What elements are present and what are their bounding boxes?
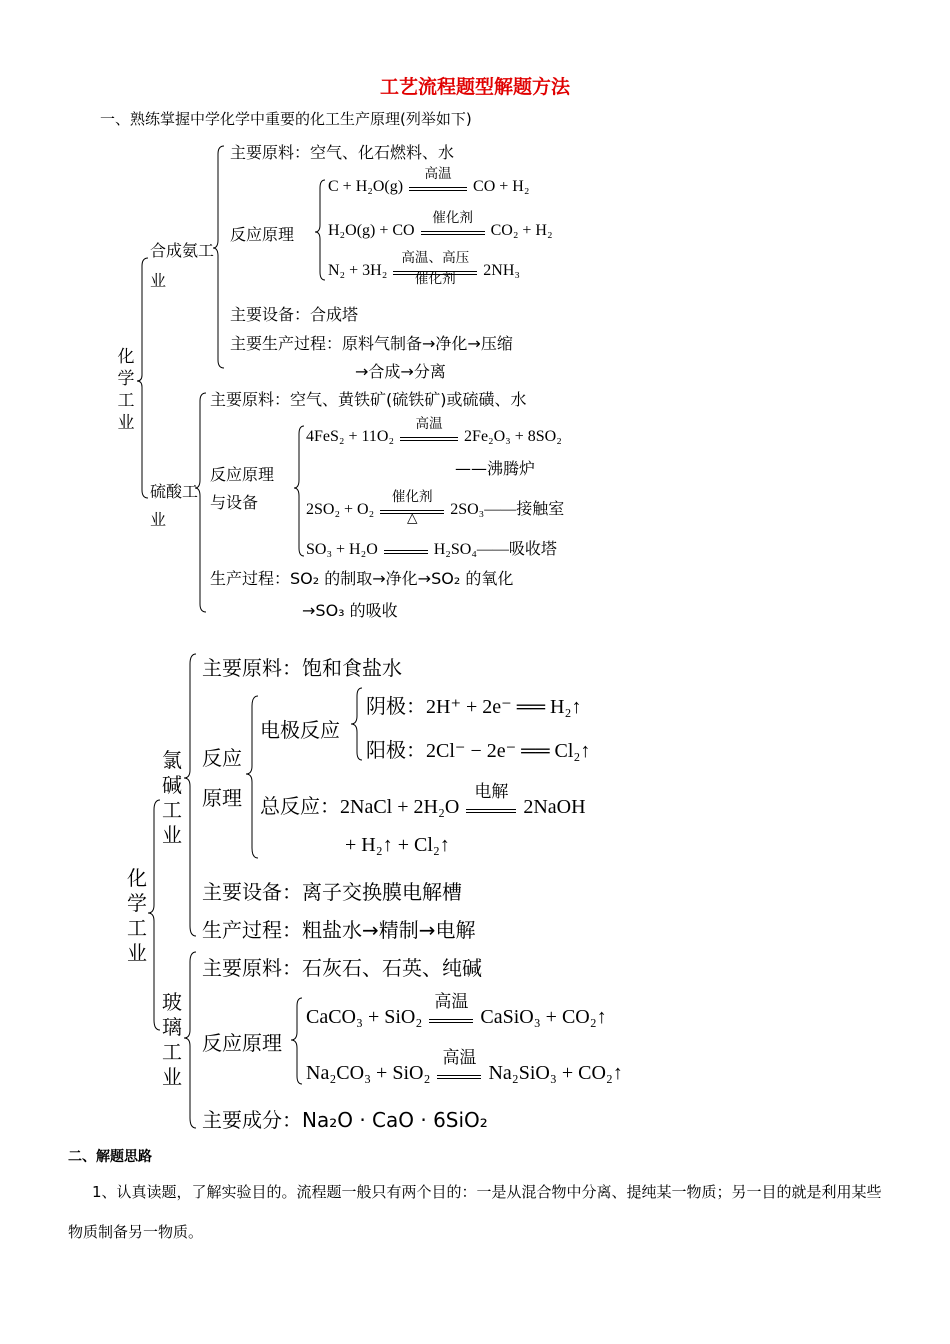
ammonia-principle-label: 反应原理 [230,225,295,244]
glass-composition: 主要成分：Na₂O · CaO · 6SiO₂ [202,1108,488,1132]
ammonia-equation-2 [328,209,553,240]
sulfuric-raw-materials: 主要原料：空气、黄铁矿(硫铁矿)或硫磺、水 [210,390,527,409]
sulfuric-principle-label-1: 反应原理 [210,465,275,484]
page-title: 工艺流程题型解题方法 [379,76,570,98]
eq-left: SO₃ + H₂O [306,541,378,558]
chloralkali-equipment: 主要设备：离子交换膜电解槽 [202,880,462,904]
eq-condition: 高温 [434,992,469,1012]
sulfuric-equation-2 [306,488,565,526]
glass-raw-materials: 主要原料：石灰石、石英、纯碱 [202,956,482,980]
eq-right: 2NH₃ [483,262,520,279]
intro-line: 一、熟练掌握中学化学中重要的化工生产原理(列举如下) [100,110,472,128]
chloralkali-industry-label: 氯碱工业 [162,748,182,847]
chloralkali-principle-label-1: 反应 [202,746,242,770]
eq-right: Na₂SiO₃ + CO₂↑ [488,1062,623,1084]
glass-equation-2 [306,1048,623,1085]
chloralkali-raw-materials: 主要原料：饱和食盐水 [202,656,402,680]
eq-left: 2SO₂ + O₂ [306,501,375,518]
ammonia-process-line1: 主要生产过程：原料气制备→净化→压缩 [230,334,513,353]
chloralkali-principle-label-2: 原理 [202,786,242,810]
ammonia-equation-1 [328,165,530,196]
ammonia-equation-3 [328,249,520,287]
section-heading: 二、解题思路 [68,1149,152,1165]
glass-industry-label: 玻璃工业 [162,990,182,1089]
paragraph-1: 1、认真读题，了解实验目的。流程题一般只有两个目的：一是从混合物中分离、提纯某一物质；另一目的就是利用某些物质制备另一物质。 [68,1183,882,1241]
eq-right: 2SO₃——接触室 [450,501,565,518]
eq-arrow [380,488,444,526]
sulfuric-industry-label: 硫酸工业 [150,482,199,529]
eq-right: 2NaOH [523,796,586,818]
total-reaction-line2: + H₂↑ + Cl₂↑ [345,834,450,856]
sulfuric-equation-3 [306,536,557,559]
eq-left: CaCO₃ + SiO₂ [306,1006,423,1028]
eq-arrow [437,1048,481,1079]
ammonia-process-line2: →合成→分离 [355,362,446,381]
eq-condition: 高温 [415,415,443,432]
sulfuric-principle-label-2: 与设备 [210,493,259,512]
eq-right: CO₂ + H₂ [490,222,553,239]
eq-condition: 高温 [424,165,452,182]
sulfuric-eq1-device: ——沸腾炉 [455,459,536,478]
eq-right: CO + H₂ [473,178,530,195]
eq-left: 2NaCl + 2H₂O [340,796,460,818]
ammonia-industry-label: 合成氨工业 [150,241,215,290]
glass-principle-label: 反应原理 [202,1031,282,1055]
eq-arrow [429,992,473,1023]
eq-arrow [421,209,485,235]
sulfuric-process-line2: →SO₃ 的吸收 [302,601,398,620]
eq-arrow [393,249,477,287]
eq-left: 4FeS₂ + 11O₂ [306,428,395,445]
sulfuric-process-line1: 生产过程：SO₂ 的制取→净化→SO₂ 的氧化 [210,569,514,588]
eq-condition-below: 催化剂 [414,271,456,287]
eq-left: H₂O(g) + CO [328,222,415,239]
chloralkali-process: 生产过程：粗盐水→精制→电解 [202,918,476,942]
eq-condition: 电解 [474,782,509,802]
eq-left: N₂ + 3H₂ [328,262,388,279]
sulfuric-equation-1 [306,415,562,446]
eq-arrow [384,541,428,554]
ammonia-equipment: 主要设备：合成塔 [230,305,359,324]
eq-condition: 催化剂 [391,488,433,505]
anode-equation: 阳极：2Cl⁻ − 2e⁻ ══ Cl₂↑ [366,740,591,762]
diagram1-root-label: 化学工业 [117,347,135,433]
eq-condition: 催化剂 [432,209,473,226]
total-reaction-label: 总反应： [260,794,340,818]
electrode-reaction-label: 电极反应 [260,718,340,742]
eq-condition: 高温、高压 [401,249,470,266]
eq-left: Na₂CO₃ + SiO₂ [306,1062,431,1084]
eq-left: C + H₂O(g) [328,178,404,195]
eq-condition: 高温 [442,1048,477,1068]
diagram2-root-label: 化学工业 [127,866,147,965]
eq-right: H₂SO₄——吸收塔 [433,541,557,558]
eq-arrow [466,782,516,813]
eq-right: CaSiO₃ + CO₂↑ [480,1006,607,1028]
eq-arrow [400,415,458,441]
ammonia-raw-materials: 主要原料：空气、化石燃料、水 [230,143,455,162]
eq-condition-below: △ [406,510,418,526]
total-reaction [260,782,586,819]
eq-right: 2Fe₂O₃ + 8SO₂ [464,428,562,445]
glass-equation-1 [306,992,607,1029]
eq-arrow [409,165,467,191]
cathode-equation: 阴极：2H⁺ + 2e⁻ ══ H₂↑ [366,696,582,718]
